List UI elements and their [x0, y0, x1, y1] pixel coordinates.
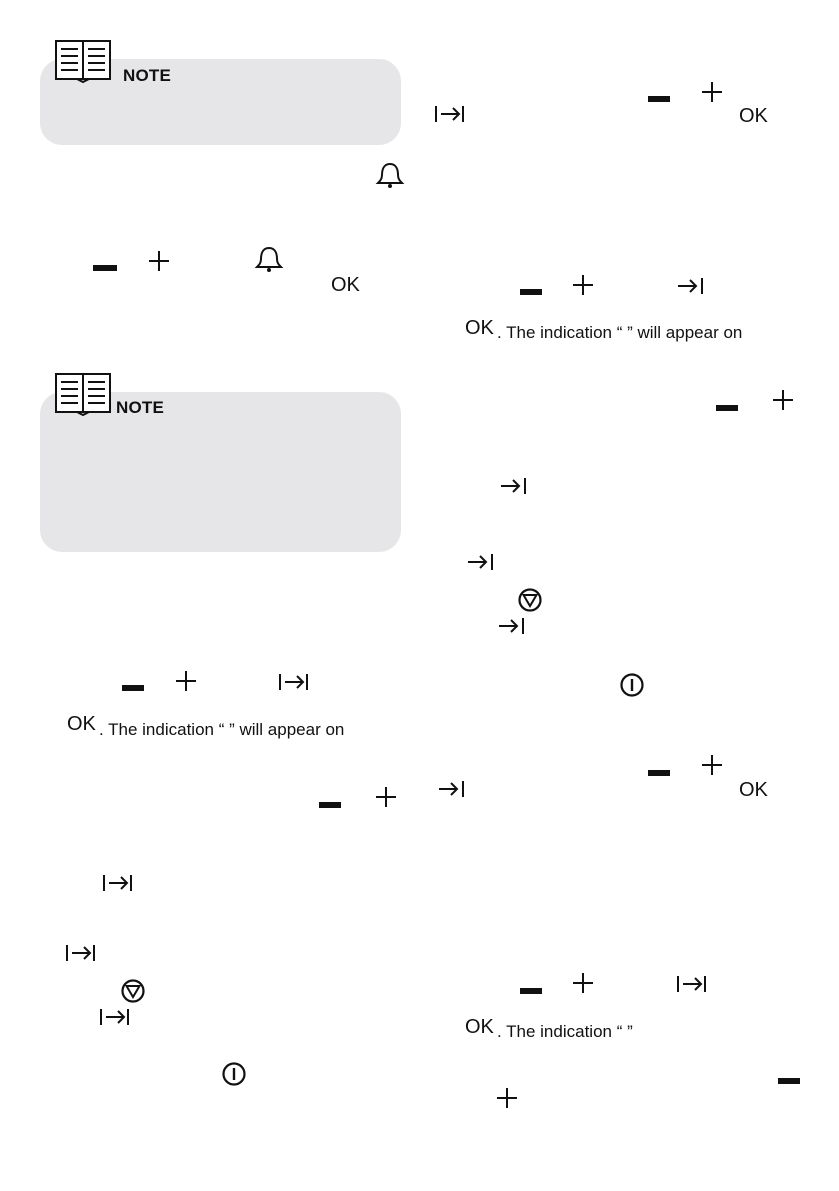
- book-icon: [55, 373, 111, 415]
- ok-label: OK: [67, 713, 96, 735]
- stop-icon: [121, 979, 145, 1003]
- note-heading: NOTE: [123, 66, 172, 85]
- stop-icon: [518, 588, 542, 612]
- minus-icon: [520, 988, 542, 994]
- power-icon: [222, 1062, 246, 1086]
- ok-label: OK: [465, 317, 494, 339]
- end-time-icon: [677, 974, 707, 994]
- plus-icon: [497, 1088, 517, 1108]
- bell-icon: [255, 246, 283, 272]
- ok-label: OK: [739, 105, 768, 127]
- note-box: [40, 392, 401, 552]
- ok-label: OK: [739, 779, 768, 801]
- plus-icon: [176, 671, 196, 691]
- end-time-icon: [100, 1007, 130, 1027]
- minus-icon: [520, 289, 542, 295]
- plus-icon: [376, 787, 396, 807]
- end-time-icon: [498, 616, 528, 636]
- ok-label: OK: [465, 1016, 494, 1038]
- indication-text: . The indication “ ” will appear on: [99, 720, 345, 739]
- indication-text: . The indication “ ” will appear on: [497, 323, 743, 342]
- end-time-icon: [467, 552, 497, 572]
- minus-icon: [716, 405, 738, 411]
- end-time-icon: [677, 276, 707, 296]
- end-time-icon: [103, 873, 133, 893]
- end-time-icon: [438, 779, 468, 799]
- indication-text: . The indication “ ”: [497, 1022, 633, 1041]
- end-time-icon: [66, 943, 96, 963]
- bell-icon: [376, 162, 404, 188]
- ok-label: OK: [331, 274, 360, 296]
- note-heading: NOTE: [116, 398, 165, 417]
- minus-icon: [648, 96, 670, 102]
- power-icon: [620, 673, 644, 697]
- minus-icon: [319, 802, 341, 808]
- minus-icon: [122, 685, 144, 691]
- plus-icon: [702, 755, 722, 775]
- end-time-icon: [500, 476, 530, 496]
- plus-icon: [702, 82, 722, 102]
- minus-icon: [648, 770, 670, 776]
- plus-icon: [573, 275, 593, 295]
- end-time-icon: [279, 672, 309, 692]
- plus-icon: [573, 973, 593, 993]
- plus-icon: [773, 390, 793, 410]
- minus-icon: [778, 1078, 800, 1084]
- end-time-icon: [435, 104, 465, 124]
- minus-icon: [93, 265, 117, 271]
- plus-icon: [149, 251, 169, 271]
- book-icon: [55, 40, 111, 82]
